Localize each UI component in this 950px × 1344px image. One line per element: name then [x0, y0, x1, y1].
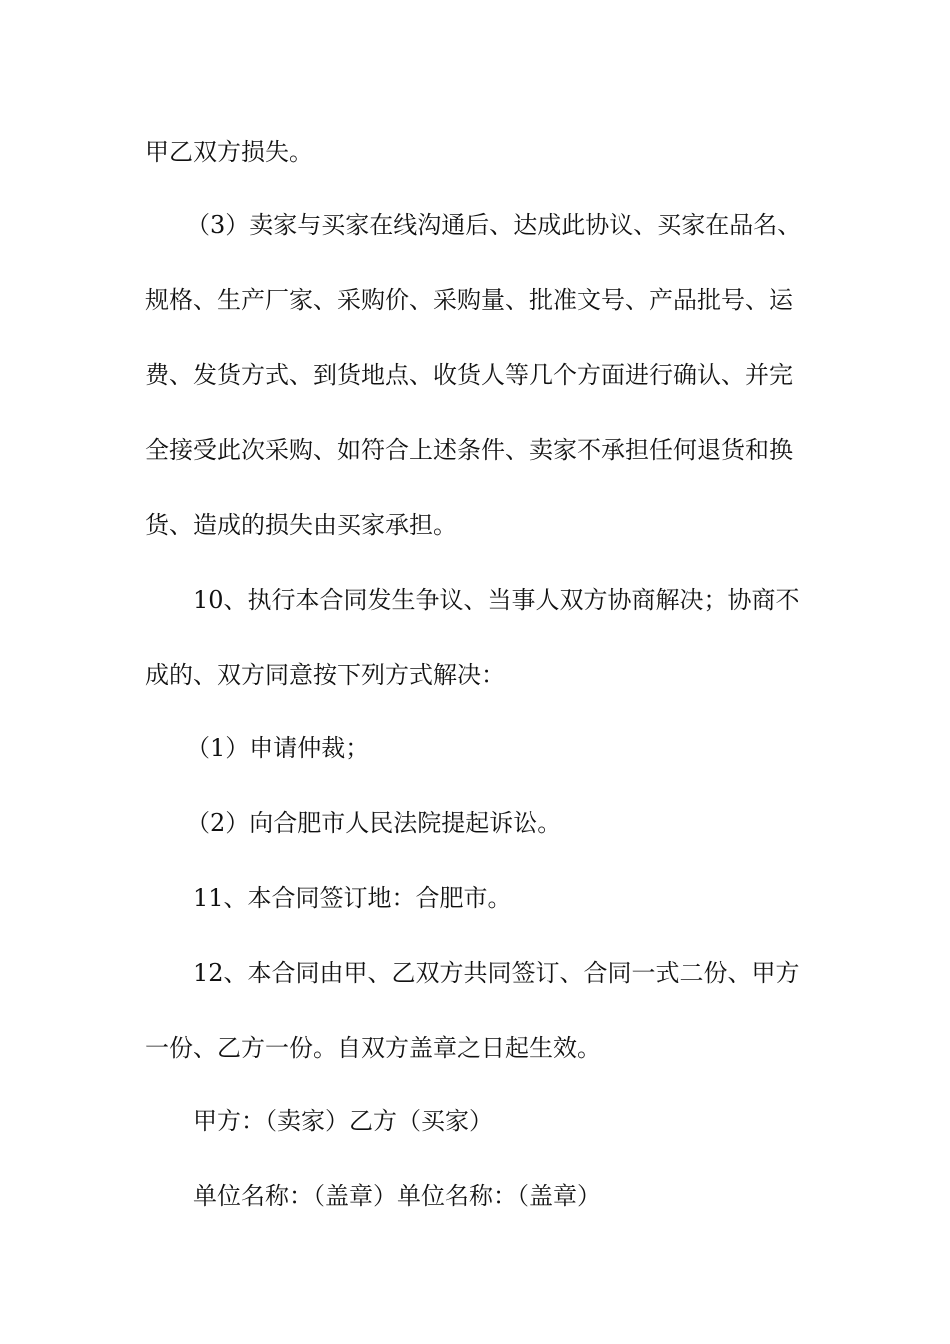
text-line-13: 一份、乙方一份。自双方盖章之日起生效。	[145, 1034, 601, 1062]
party-line: 甲方：（卖家）乙方（买家）	[193, 1107, 493, 1135]
text-line-4: 费、发货方式、到货地点、收货人等几个方面进行确认、并完	[145, 361, 793, 389]
text-line-11: 11、本合同签订地：合肥市。	[193, 884, 512, 912]
text-line-12: 12、本合同由甲、乙双方共同签订、合同一式二份、甲方	[193, 959, 800, 987]
text-line-1: 甲乙双方损失。	[145, 138, 313, 166]
text-line-10: （2）向合肥市人民法院提起诉讼。	[186, 809, 562, 837]
text-line-2: （3）卖家与买家在线沟通后、达成此协议、买家在品名、	[186, 211, 802, 239]
text-line-3: 规格、生产厂家、采购价、采购量、批准文号、产品批号、运	[145, 286, 793, 314]
text-line-7: 10、执行本合同发生争议、当事人双方协商解决；协商不	[193, 586, 800, 614]
text-line-5: 全接受此次采购、如符合上述条件、卖家不承担任何退货和换	[145, 436, 793, 464]
text-line-8: 成的、双方同意按下列方式解决：	[145, 661, 505, 689]
text-line-6: 货、造成的损失由买家承担。	[145, 511, 457, 539]
text-line-9: （1）申请仲裁；	[186, 734, 370, 762]
unit-name-line: 单位名称：（盖章）单位名称：（盖章）	[193, 1182, 601, 1210]
